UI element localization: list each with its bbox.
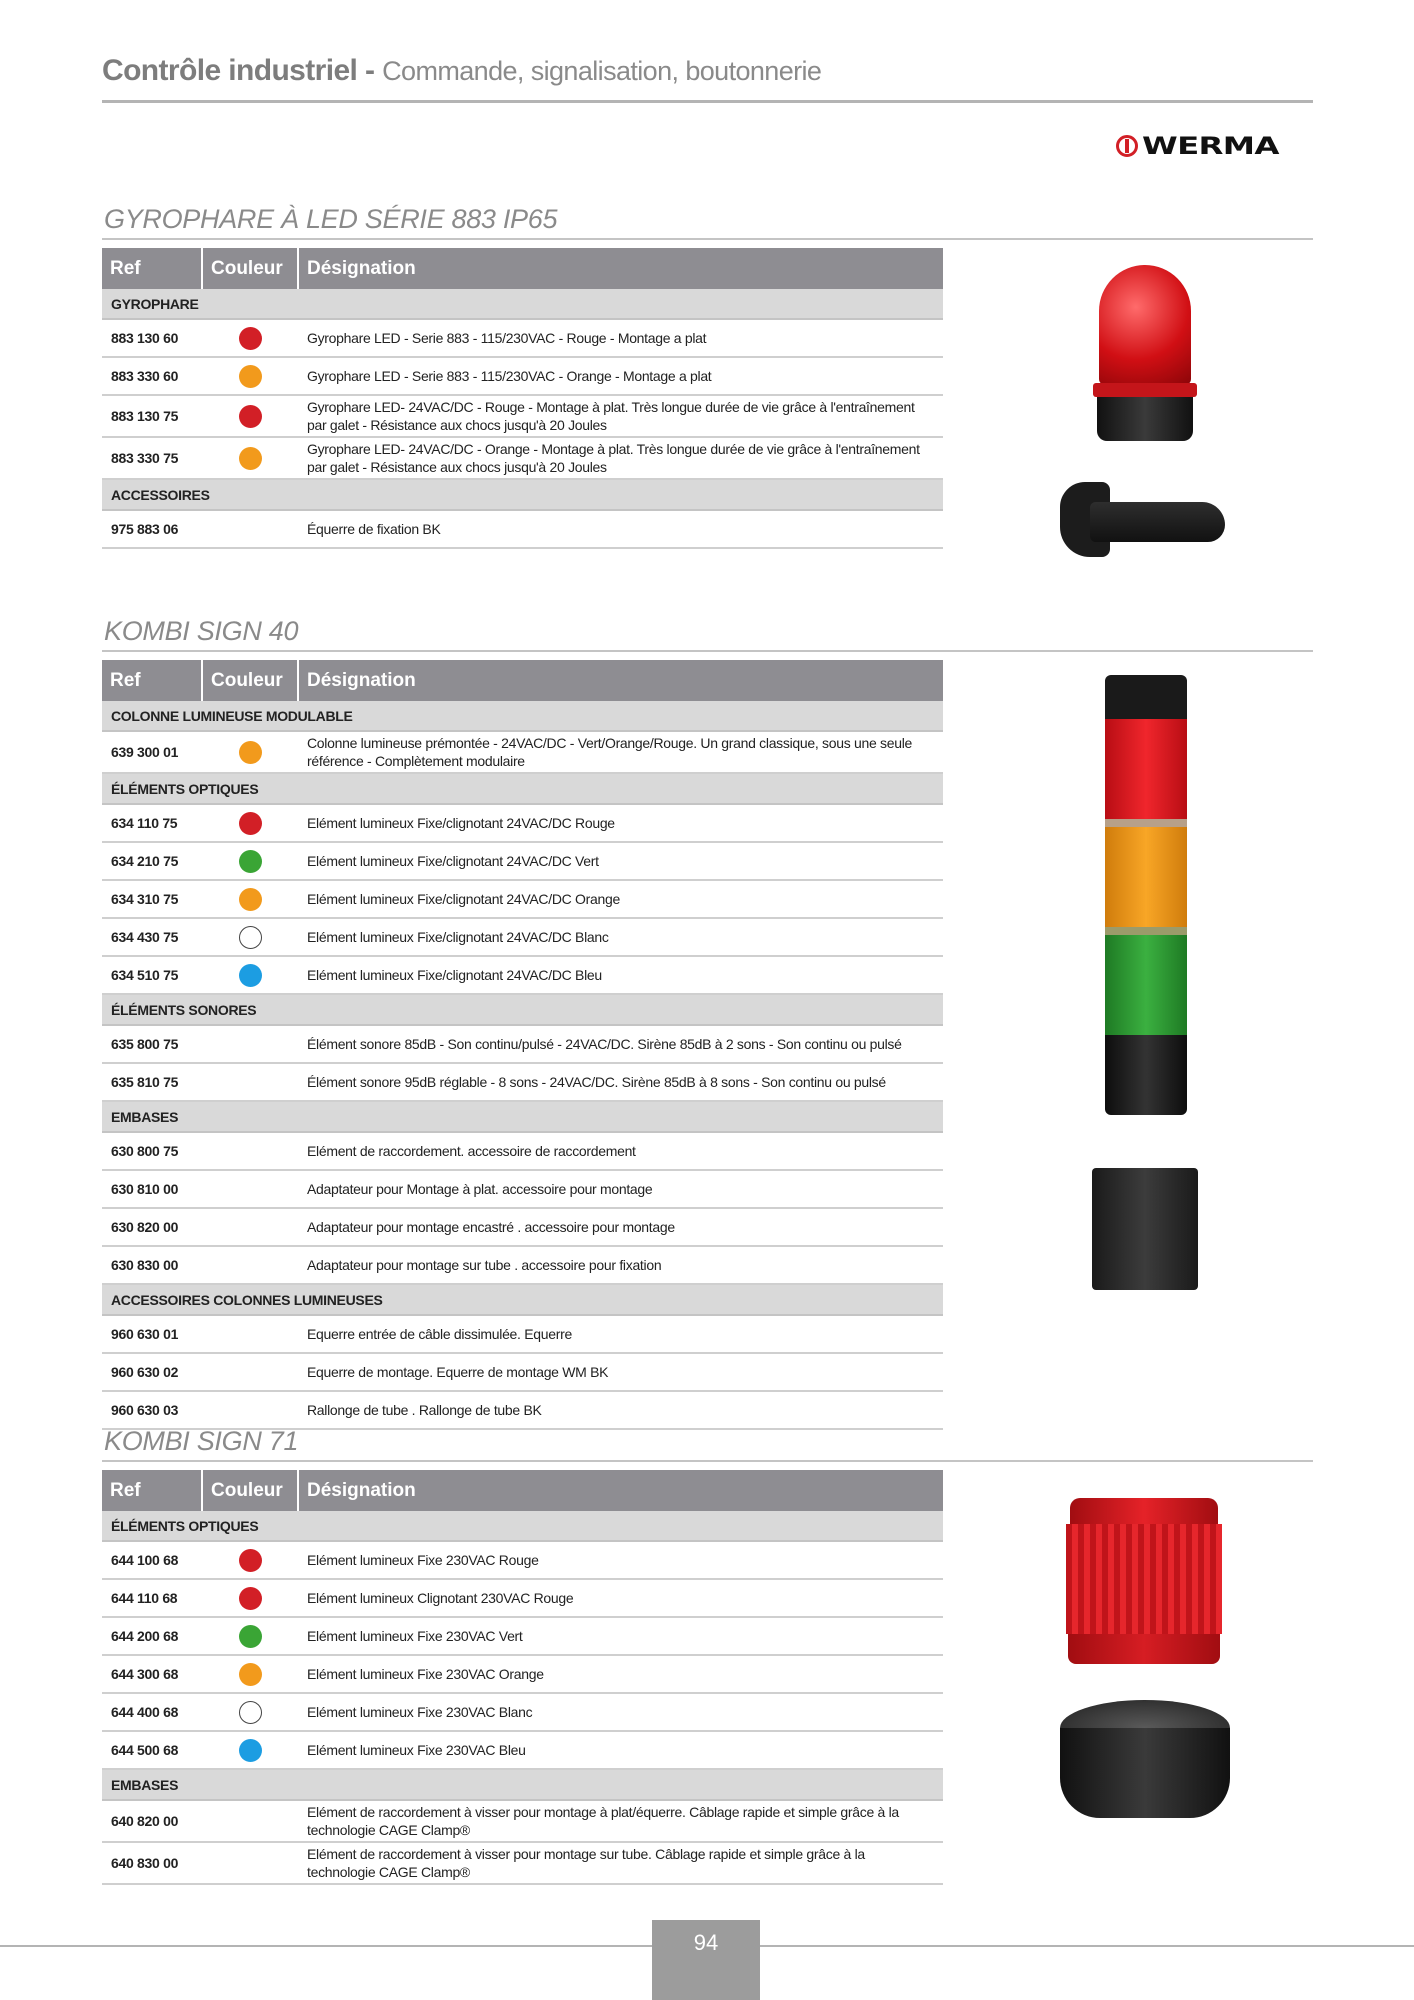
color-cell: [202, 804, 298, 842]
product-ref: 634 510 75: [102, 956, 202, 994]
color-cell: [202, 1541, 298, 1579]
product-designation: Elément lumineux Fixe 230VAC Orange: [298, 1655, 943, 1693]
product-designation: Elément de raccordement à visser pour montage sur tube. Câblage rapide et simple grâce à la technologie CAGE Clamp®: [298, 1842, 943, 1884]
product-table: [102, 660, 943, 1430]
table-row: [102, 319, 943, 357]
section-title: GYROPHARE À LED SÉRIE 883 IP65: [104, 204, 558, 234]
color-cell: [202, 1731, 298, 1769]
color-cell: [202, 1579, 298, 1617]
section-divider: [102, 650, 1313, 652]
table-row: [102, 357, 943, 395]
color-cell: [202, 1655, 298, 1693]
product-ref: 639 300 01: [102, 731, 202, 773]
product-ref: 630 800 75: [102, 1132, 202, 1170]
product-ref: 975 883 06: [102, 510, 202, 548]
table-row: [102, 1246, 943, 1284]
color-dot-white-icon: [239, 926, 262, 949]
product-table: [102, 248, 943, 549]
color-dot-red-icon: [239, 812, 262, 835]
color-cell: [202, 1132, 298, 1170]
bracket-product-image: [1060, 472, 1230, 562]
table-row: [102, 1315, 943, 1353]
table-row: [102, 1541, 943, 1579]
color-cell: [202, 1063, 298, 1101]
product-designation: Elément lumineux Clignotant 230VAC Rouge: [298, 1579, 943, 1617]
page-title-main: Contrôle industriel -: [102, 54, 375, 87]
group-header-row: [102, 773, 943, 804]
table-row: [102, 1063, 943, 1101]
group-header-row: [102, 1769, 943, 1800]
werma-logo-text: WERMA: [1142, 132, 1279, 160]
table-row: [102, 395, 943, 437]
column-header-couleur: Couleur: [202, 660, 298, 701]
product-designation: Gyrophare LED- 24VAC/DC - Rouge - Montage à plat. Très longue durée de vie grâce à l'entraînement par galet - Résistance aux chocs jusqu'à 20 Joules: [298, 395, 943, 437]
table-row: [102, 1170, 943, 1208]
product-designation: Elément de raccordement à visser pour montage à plat/équerre. Câblage rapide et simple grâce à la technologie CAGE Clamp®: [298, 1800, 943, 1842]
table-row: [102, 1693, 943, 1731]
color-dot-orange-icon: [239, 1663, 262, 1686]
product-ref: 960 630 01: [102, 1315, 202, 1353]
table-header-row: [102, 1470, 943, 1511]
product-ref: 883 130 75: [102, 395, 202, 437]
product-designation: Elément lumineux Fixe 230VAC Vert: [298, 1617, 943, 1655]
column-header-couleur: Couleur: [202, 248, 298, 289]
page-number: 94: [652, 1920, 760, 2000]
color-cell: [202, 1842, 298, 1884]
product-designation: Elément lumineux Fixe/clignotant 24VAC/DC Rouge: [298, 804, 943, 842]
product-designation: Équerre de fixation BK: [298, 510, 943, 548]
product-designation: Elément lumineux Fixe/clignotant 24VAC/DC Blanc: [298, 918, 943, 956]
table-header-row: [102, 248, 943, 289]
table-row: [102, 731, 943, 773]
color-dot-orange-icon: [239, 741, 262, 764]
color-cell: [202, 1353, 298, 1391]
color-cell: [202, 395, 298, 437]
product-ref: 635 800 75: [102, 1025, 202, 1063]
column-header-designation: Désignation: [298, 248, 943, 289]
product-designation: Gyrophare LED - Serie 883 - 115/230VAC - Rouge - Montage a plat: [298, 319, 943, 357]
color-dot-green-icon: [239, 1625, 262, 1648]
group-header-row: [102, 994, 943, 1025]
color-dot-red-icon: [239, 405, 262, 428]
product-designation: Elément lumineux Fixe/clignotant 24VAC/DC Bleu: [298, 956, 943, 994]
product-ref: 634 310 75: [102, 880, 202, 918]
group-header-row: [102, 479, 943, 510]
color-dot-white-icon: [239, 1701, 262, 1724]
product-ref: 883 330 60: [102, 357, 202, 395]
product-designation: Elément lumineux Fixe 230VAC Blanc: [298, 1693, 943, 1731]
table-row: [102, 1208, 943, 1246]
kombi-sign-71-element-image: [1066, 1498, 1222, 1664]
section-divider: [102, 238, 1313, 240]
werma-logo-icon: [1116, 135, 1138, 157]
product-designation: Colonne lumineuse prémontée - 24VAC/DC - Vert/Orange/Rouge. Un grand classique, sous une seule référence - Complètement modulaire: [298, 731, 943, 773]
product-designation: Adaptateur pour Montage à plat. accessoire pour montage: [298, 1170, 943, 1208]
column-header-ref: Ref: [102, 1470, 202, 1511]
product-designation: Equerre de montage. Equerre de montage WM BK: [298, 1353, 943, 1391]
color-cell: [202, 1208, 298, 1246]
group-label: EMBASES: [102, 1101, 943, 1132]
product-ref: 634 430 75: [102, 918, 202, 956]
product-ref: 630 830 00: [102, 1246, 202, 1284]
product-ref: 644 100 68: [102, 1541, 202, 1579]
color-dot-red-icon: [239, 1587, 262, 1610]
product-ref: 635 810 75: [102, 1063, 202, 1101]
product-ref: 630 810 00: [102, 1170, 202, 1208]
product-ref: 883 130 60: [102, 319, 202, 357]
product-ref: 644 200 68: [102, 1617, 202, 1655]
group-label: EMBASES: [102, 1769, 943, 1800]
product-designation: Elément lumineux Fixe 230VAC Rouge: [298, 1541, 943, 1579]
group-header-row: [102, 701, 943, 731]
color-dot-blue-icon: [239, 1739, 262, 1762]
product-ref: 640 820 00: [102, 1800, 202, 1842]
kombi-sign-71-base-image: [1060, 1700, 1230, 1832]
table-row: [102, 1617, 943, 1655]
table-row: [102, 804, 943, 842]
kombi-sign-40-column-image: [1105, 675, 1187, 1115]
color-cell: [202, 731, 298, 773]
group-header-row: [102, 1284, 943, 1315]
color-cell: [202, 319, 298, 357]
color-dot-orange-icon: [239, 888, 262, 911]
column-header-ref: Ref: [102, 660, 202, 701]
table-row: [102, 956, 943, 994]
table-row: [102, 1655, 943, 1693]
table-row: [102, 1731, 943, 1769]
table-row: [102, 918, 943, 956]
product-ref: 644 300 68: [102, 1655, 202, 1693]
column-header-designation: Désignation: [298, 1470, 943, 1511]
table-header-row: [102, 660, 943, 701]
section-title: KOMBI SIGN 71: [104, 1426, 299, 1456]
color-dot-red-icon: [239, 1549, 262, 1572]
product-designation: Élément sonore 85dB - Son continu/pulsé - 24VAC/DC. Sirène 85dB à 2 sons - Son continu ou pulsé: [298, 1025, 943, 1063]
table-row: [102, 1842, 943, 1884]
product-ref: 644 110 68: [102, 1579, 202, 1617]
table-row: [102, 1579, 943, 1617]
product-designation: Elément de raccordement. accessoire de raccordement: [298, 1132, 943, 1170]
color-cell: [202, 1800, 298, 1842]
color-cell: [202, 1315, 298, 1353]
color-dot-orange-icon: [239, 365, 262, 388]
group-label: ÉLÉMENTS SONORES: [102, 994, 943, 1025]
color-cell: [202, 880, 298, 918]
group-header-row: [102, 289, 943, 319]
product-ref: 630 820 00: [102, 1208, 202, 1246]
color-cell: [202, 357, 298, 395]
column-header-couleur: Couleur: [202, 1470, 298, 1511]
table-row: [102, 1132, 943, 1170]
product-designation: Adaptateur pour montage encastré . accessoire pour montage: [298, 1208, 943, 1246]
table-row: [102, 510, 943, 548]
group-label: ÉLÉMENTS OPTIQUES: [102, 773, 943, 804]
page-title-sub: Commande, signalisation, boutonnerie: [382, 56, 822, 86]
table-row: [102, 842, 943, 880]
group-label: ÉLÉMENTS OPTIQUES: [102, 1511, 943, 1541]
gyrophare-product-image: [1085, 265, 1205, 455]
title-divider: [102, 100, 1313, 103]
product-designation: Gyrophare LED- 24VAC/DC - Orange - Montage à plat. Très longue durée de vie grâce à l'entraînement par galet - Résistance aux chocs jusqu'à 20 Joules: [298, 437, 943, 479]
product-designation: Elément lumineux Fixe/clignotant 24VAC/DC Orange: [298, 880, 943, 918]
color-dot-orange-icon: [239, 447, 262, 470]
color-cell: [202, 956, 298, 994]
table-row: [102, 1025, 943, 1063]
product-designation: Elément lumineux Fixe 230VAC Bleu: [298, 1731, 943, 1769]
color-dot-green-icon: [239, 850, 262, 873]
color-cell: [202, 1025, 298, 1063]
group-label: GYROPHARE: [102, 289, 943, 319]
group-header-row: [102, 1511, 943, 1541]
color-cell: [202, 918, 298, 956]
color-cell: [202, 510, 298, 548]
color-cell: [202, 1617, 298, 1655]
product-ref: 883 330 75: [102, 437, 202, 479]
color-cell: [202, 437, 298, 479]
product-designation: Gyrophare LED - Serie 883 - 115/230VAC - Orange - Montage a plat: [298, 357, 943, 395]
color-dot-blue-icon: [239, 964, 262, 987]
page-title: [102, 54, 821, 88]
color-cell: [202, 842, 298, 880]
product-designation: Adaptateur pour montage sur tube . accessoire pour fixation: [298, 1246, 943, 1284]
product-ref: 960 630 02: [102, 1353, 202, 1391]
product-ref: 644 500 68: [102, 1731, 202, 1769]
color-cell: [202, 1693, 298, 1731]
group-label: COLONNE LUMINEUSE MODULABLE: [102, 701, 943, 731]
product-designation: Élément sonore 95dB réglable - 8 sons - 24VAC/DC. Sirène 85dB à 8 sons - Son continu ou pulsé: [298, 1063, 943, 1101]
product-designation: Elément lumineux Fixe/clignotant 24VAC/DC Vert: [298, 842, 943, 880]
product-ref: 640 830 00: [102, 1842, 202, 1884]
table-row: [102, 1353, 943, 1391]
product-ref: 634 110 75: [102, 804, 202, 842]
group-header-row: [102, 1101, 943, 1132]
group-label: ACCESSOIRES: [102, 479, 943, 510]
werma-logo: [1116, 132, 1279, 160]
product-table: [102, 1470, 943, 1885]
group-label: ACCESSOIRES COLONNES LUMINEUSES: [102, 1284, 943, 1315]
product-designation: Rallonge de tube . Rallonge de tube BK: [298, 1391, 943, 1429]
tube-extension-image: [1092, 1168, 1198, 1290]
table-row: [102, 880, 943, 918]
column-header-designation: Désignation: [298, 660, 943, 701]
section-divider: [102, 1460, 1313, 1462]
table-row: [102, 1800, 943, 1842]
product-ref: 644 400 68: [102, 1693, 202, 1731]
color-cell: [202, 1170, 298, 1208]
column-header-ref: Ref: [102, 248, 202, 289]
product-ref: 960 630 03: [102, 1391, 202, 1429]
product-ref: 634 210 75: [102, 842, 202, 880]
product-designation: Equerre entrée de câble dissimulée. Equerre: [298, 1315, 943, 1353]
color-dot-red-icon: [239, 327, 262, 350]
section-title: KOMBI SIGN 40: [104, 616, 299, 646]
color-cell: [202, 1246, 298, 1284]
table-row: [102, 437, 943, 479]
